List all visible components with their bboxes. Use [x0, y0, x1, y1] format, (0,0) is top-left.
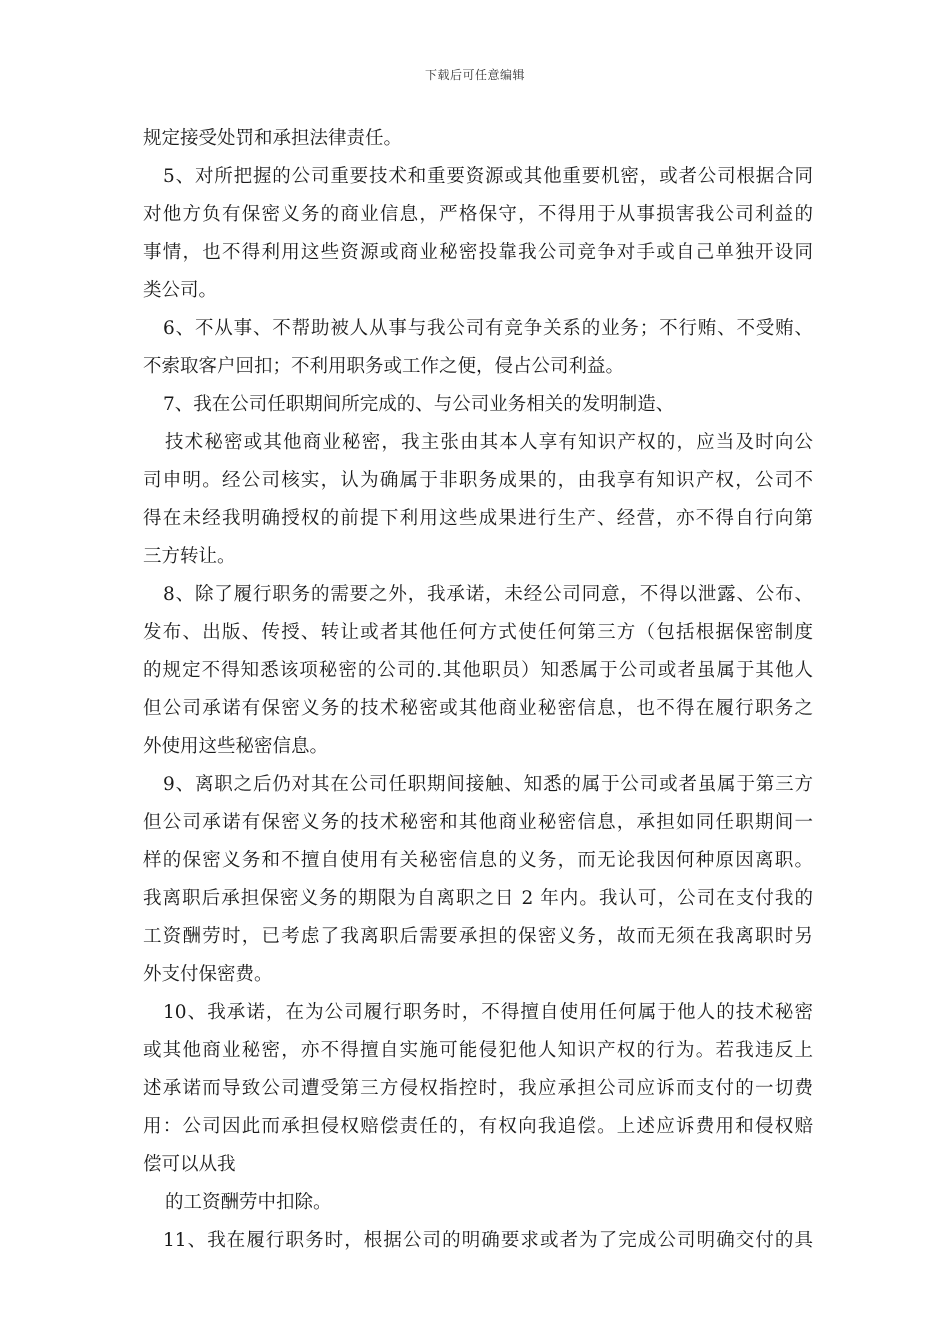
text-line: 样的保密义务和不擅自使用有关秘密信息的义务，而无论我因何种原因离职。	[143, 850, 813, 871]
text-line: 我离职后承担保密义务的期限为自离职之日 2 年内。我认可，公司在支付我的	[143, 888, 813, 909]
text-line: 7、我在公司任职期间所完成的、与公司业务相关的发明制造、	[163, 394, 675, 415]
text-line: 司申明。经公司核实，认为确属于非职务成果的，由我享有知识产权，公司不	[143, 470, 813, 491]
text-line: 三方转让。	[143, 546, 236, 567]
text-line: 得在未经我明确授权的前提下利用这些成果进行生产、经营，亦不得自行向第	[143, 508, 813, 529]
document-body	[143, 120, 813, 1260]
text-line: 类公司。	[143, 280, 218, 301]
text-line: 不索取客户回扣；不利用职务或工作之便，侵占公司利益。	[143, 356, 625, 377]
text-line: 的规定不得知悉该项秘密的公司的.其他职员）知悉属于公司或者虽属于其他人	[143, 660, 813, 681]
text-line: 但公司承诺有保密义务的技术秘密和其他商业秘密信息，承担如同任职期间一	[143, 812, 813, 833]
text-line: 8、除了履行职务的需要之外，我承诺，未经公司同意，不得以泄露、公布、	[163, 584, 813, 605]
text-line: 的工资酬劳中扣除。	[165, 1192, 332, 1213]
text-line: 11、我在履行职务时，根据公司的明确要求或者为了完成公司明确交付的具	[163, 1230, 813, 1251]
text-line: 外使用这些秘密信息。	[143, 736, 329, 757]
text-line: 10、我承诺，在为公司履行职务时，不得擅自使用任何属于他人的技术秘密	[163, 1002, 813, 1023]
text-line: 事情，也不得利用这些资源或商业秘密投靠我公司竞争对手或自己单独开设同	[143, 242, 813, 263]
text-line: 规定接受处罚和承担法律责任。	[143, 128, 403, 149]
text-line: 用：公司因此而承担侵权赔偿责任的，有权向我追偿。上述应诉费用和侵权赔	[143, 1116, 813, 1137]
text-line: 工资酬劳时，已考虑了我离职后需要承担的保密义务，故而无须在我离职时另	[143, 926, 813, 947]
text-line: 6、不从事、不帮助被人从事与我公司有竞争关系的业务；不行贿、不受贿、	[163, 318, 813, 339]
text-line: 或其他商业秘密，亦不得擅自实施可能侵犯他人知识产权的行为。若我违反上	[143, 1040, 813, 1061]
text-line: 对他方负有保密义务的商业信息，严格保守，不得用于从事损害我公司利益的	[143, 204, 813, 225]
text-line: 技术秘密或其他商业秘密，我主张由其本人享有知识产权的，应当及时向公	[165, 432, 813, 453]
text-line: 偿可以从我	[143, 1154, 236, 1175]
text-line: 5、对所把握的公司重要技术和重要资源或其他重要机密，或者公司根据合同	[163, 166, 813, 187]
text-line: 9、离职之后仍对其在公司任职期间接触、知悉的属于公司或者虽属于第三方	[163, 774, 813, 795]
text-line: 但公司承诺有保密义务的技术秘密或其他商业秘密信息，也不得在履行职务之	[143, 698, 813, 719]
text-line: 发布、出版、传授、转让或者其他任何方式使任何第三方（包括根据保密制度	[143, 622, 813, 643]
text-line: 外支付保密费。	[143, 964, 273, 985]
text-line: 述承诺而导致公司遭受第三方侵权指控时，我应承担公司应诉而支付的一切费	[143, 1078, 813, 1099]
page-header: 下载后可任意编辑	[424, 68, 525, 82]
